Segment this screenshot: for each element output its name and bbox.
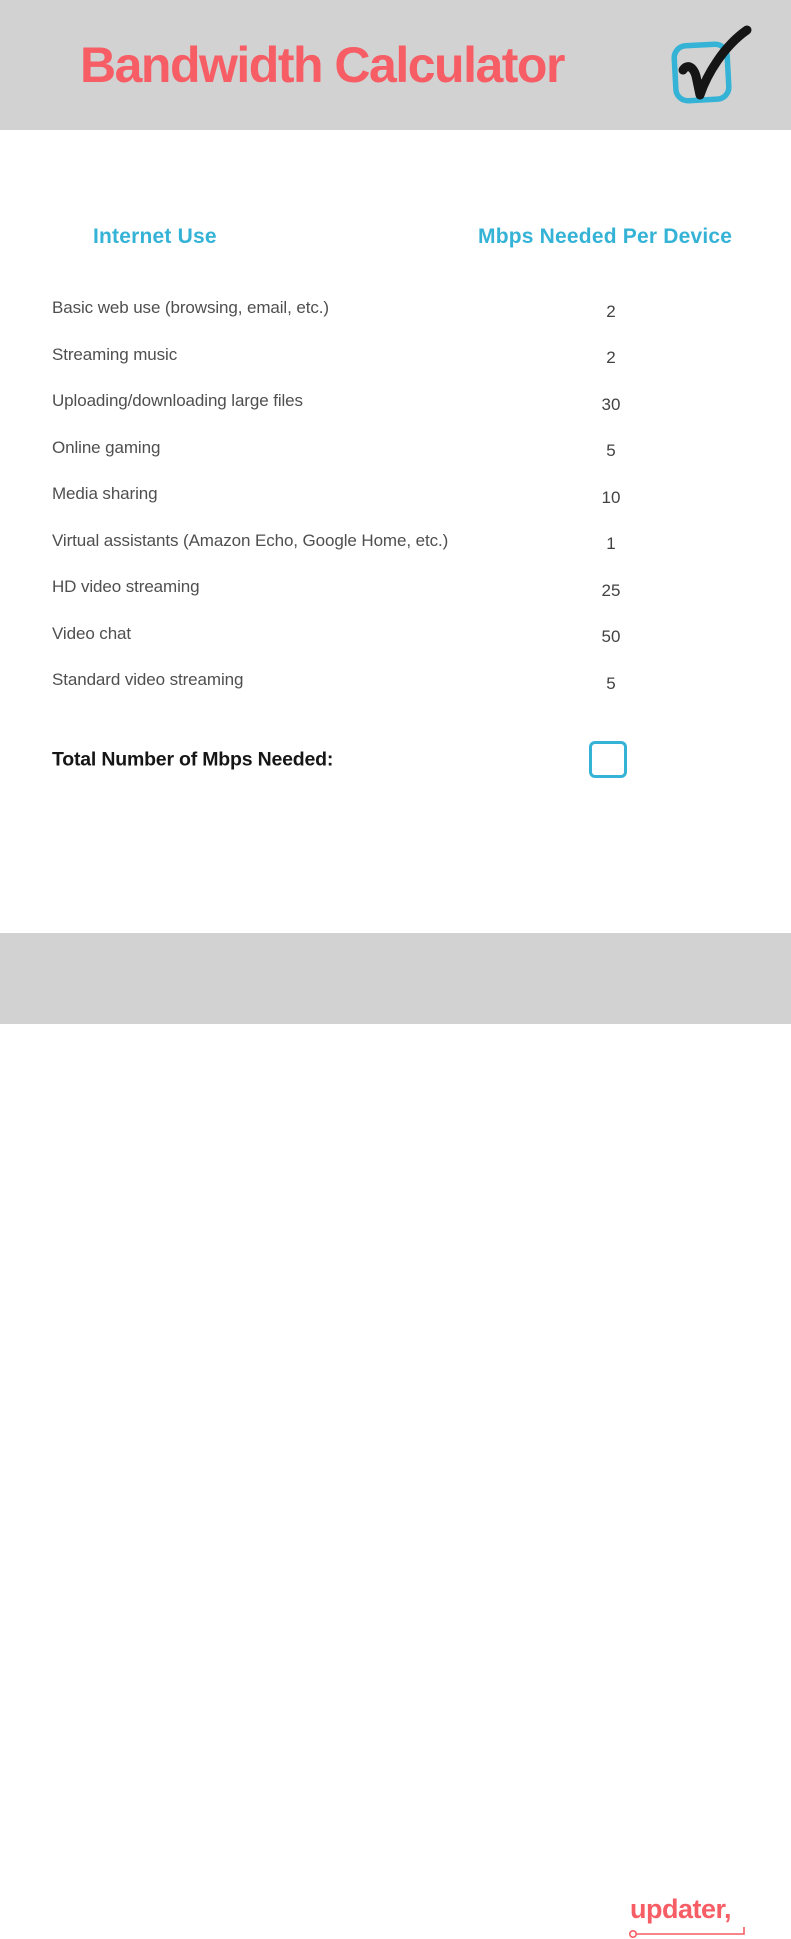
- table-row: [0, 657, 791, 704]
- table-row: [0, 285, 791, 332]
- column-header-mbps-needed: Mbps Needed Per Device: [478, 225, 733, 248]
- internet-use-label: Streaming music: [52, 344, 178, 364]
- checkbox-checkmark-icon: [666, 24, 752, 110]
- total-input-box[interactable]: [589, 741, 627, 778]
- internet-use-label: Standard video streaming: [52, 670, 244, 690]
- mbps-value: 5: [606, 673, 616, 693]
- table-row: [0, 425, 791, 472]
- updater-logo-underline-icon: [628, 1925, 750, 1939]
- internet-use-label: Video chat: [52, 623, 132, 643]
- internet-use-label: Basic web use (browsing, email, etc.): [52, 298, 329, 318]
- mbps-value: 25: [601, 580, 621, 600]
- mbps-value: 50: [601, 627, 621, 647]
- internet-use-label: Virtual assistants (Amazon Echo, Google Home, etc.): [52, 530, 449, 550]
- mbps-value: 2: [606, 301, 616, 321]
- total-row: [0, 741, 791, 778]
- internet-use-label: HD video streaming: [52, 577, 200, 597]
- mbps-value: 10: [601, 487, 621, 507]
- total-label: Total Number of Mbps Needed:: [52, 748, 334, 770]
- mbps-value: 2: [606, 348, 616, 368]
- usage-rows: [0, 285, 791, 704]
- mbps-value: 1: [606, 534, 616, 554]
- header-band: [0, 0, 791, 130]
- mbps-value: 30: [601, 394, 621, 414]
- table-row: [0, 471, 791, 518]
- page-title: Bandwidth Calculator: [80, 37, 564, 93]
- column-header-internet-use: Internet Use: [93, 225, 217, 248]
- table-row: [0, 611, 791, 658]
- internet-use-label: Media sharing: [52, 484, 158, 504]
- table-row: [0, 332, 791, 379]
- table-row: [0, 378, 791, 425]
- mbps-value: 5: [606, 441, 616, 461]
- table-row: [0, 518, 791, 565]
- table-row: [0, 564, 791, 611]
- footer-band: [0, 933, 791, 1924]
- internet-use-label: Uploading/downloading large files: [52, 391, 303, 411]
- updater-logo-text: updater,: [630, 1894, 732, 1924]
- internet-use-label: Online gaming: [52, 437, 161, 457]
- updater-logo: [630, 1895, 752, 1925]
